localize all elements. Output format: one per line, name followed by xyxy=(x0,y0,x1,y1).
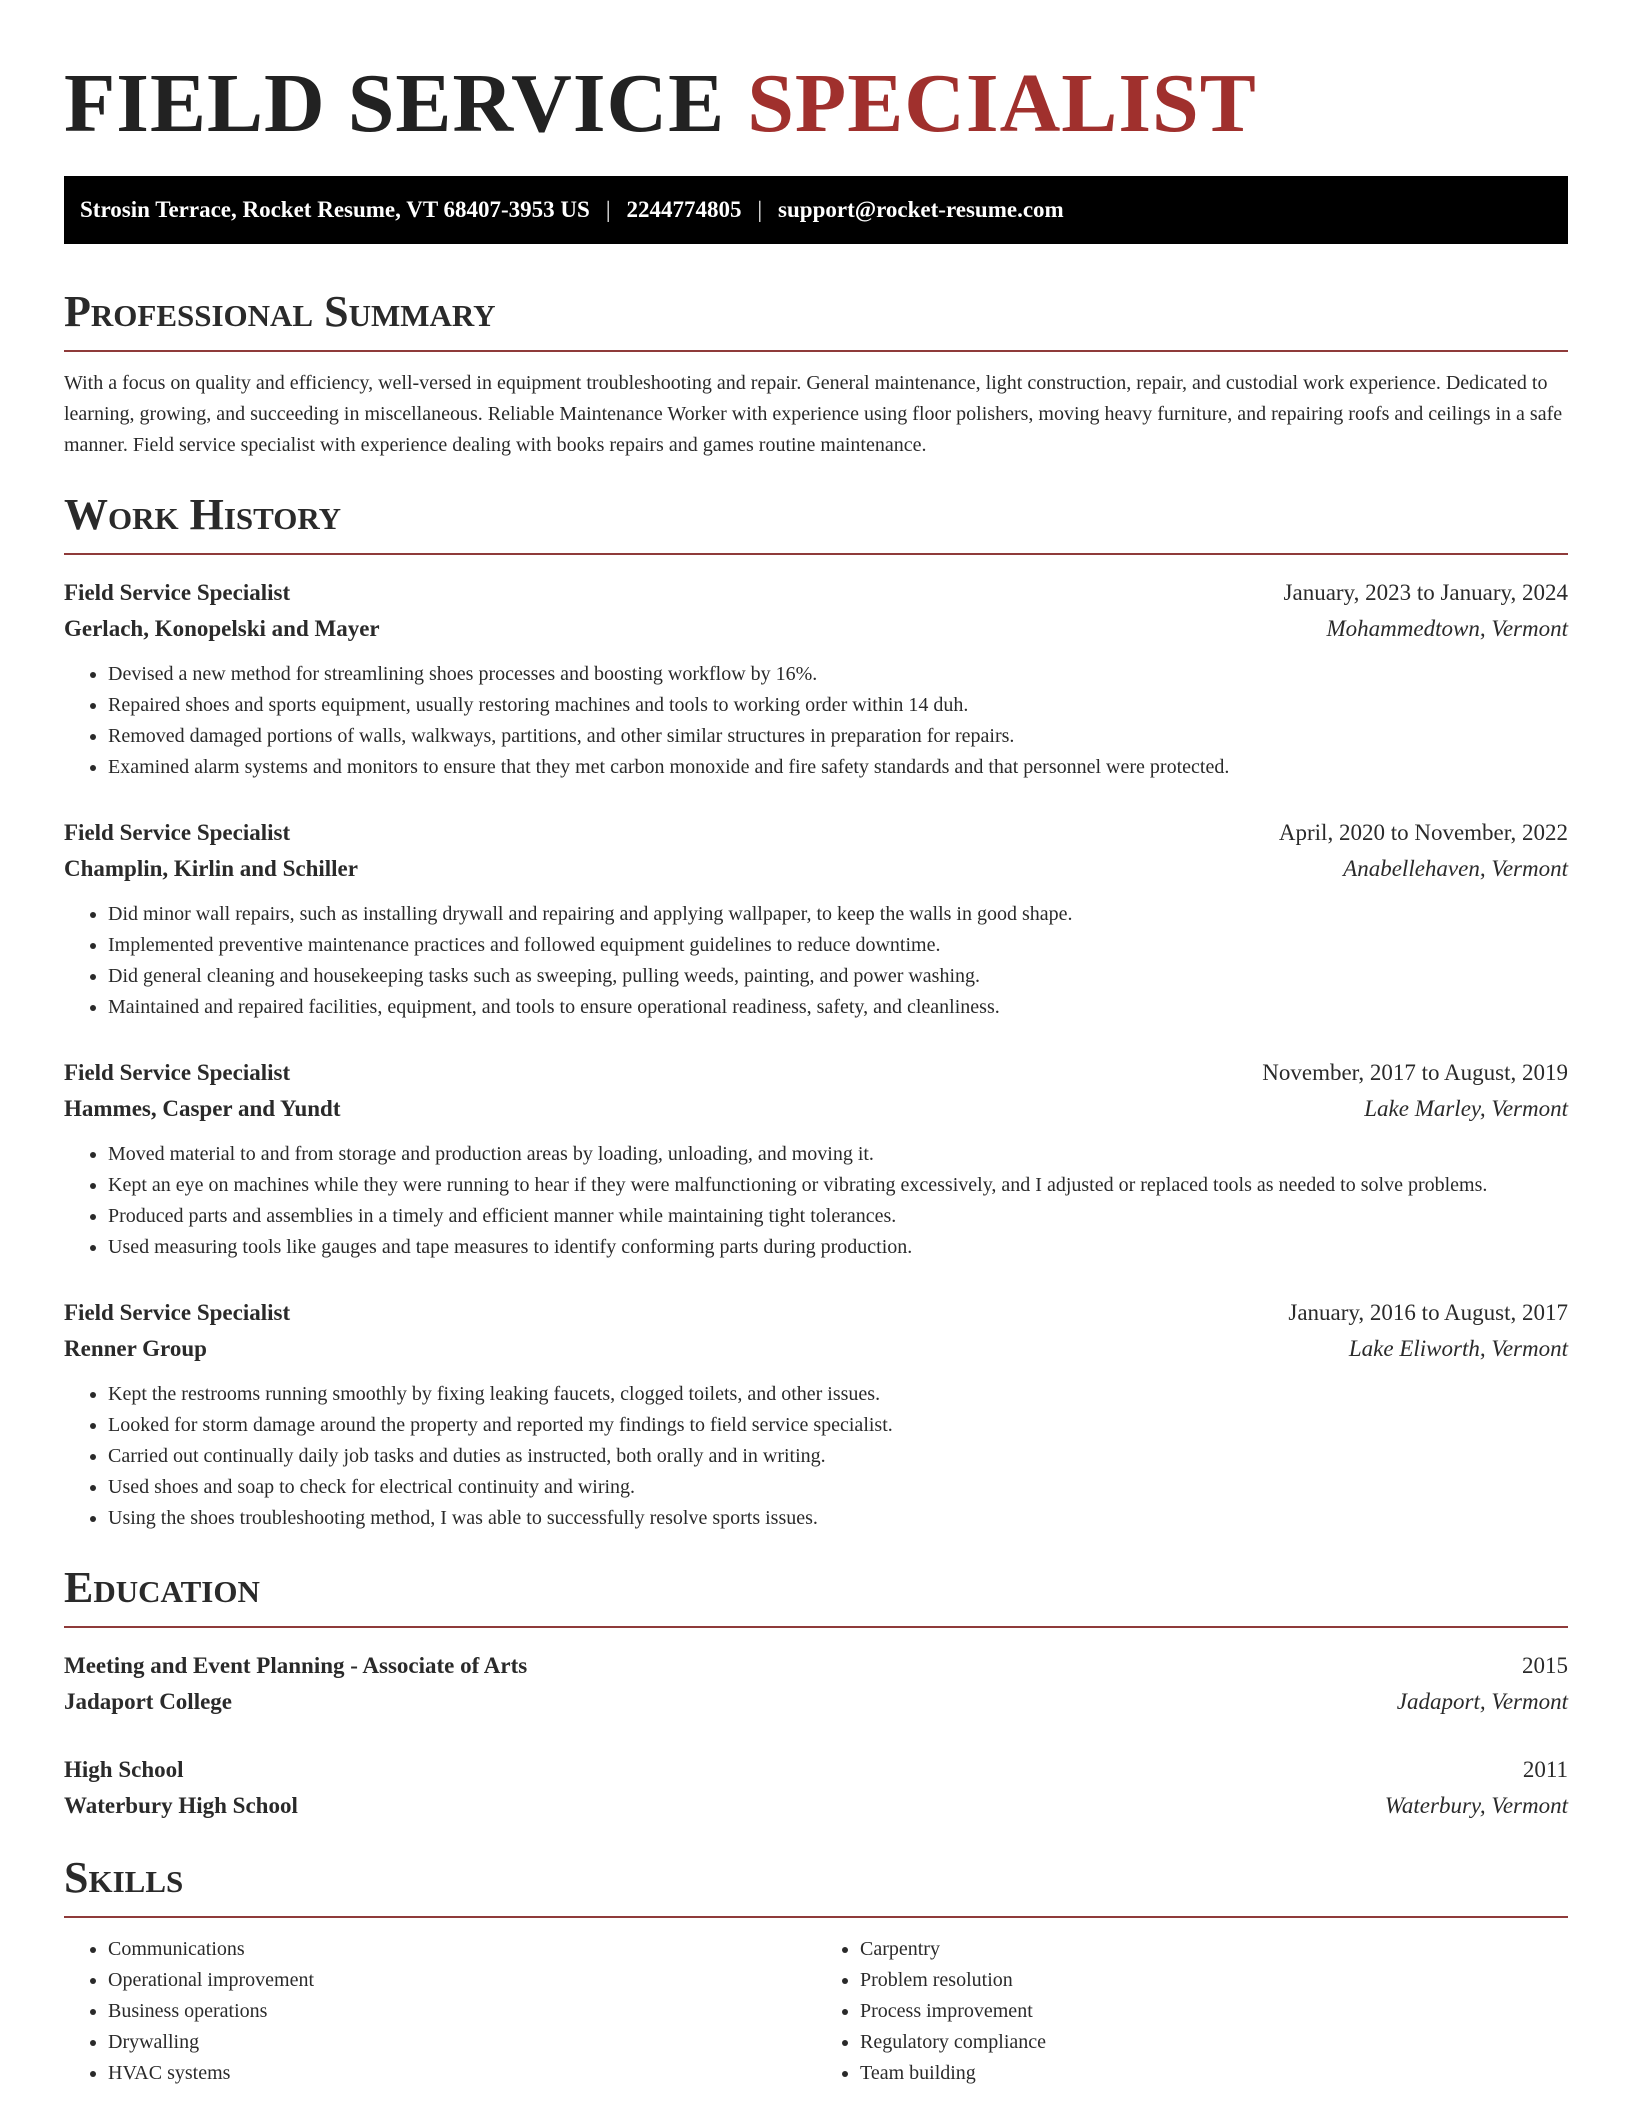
skill-item: • Problem resolution xyxy=(860,1965,1568,1996)
skill-item: • HVAC systems xyxy=(108,2058,816,2089)
contact-email: support@rocket-resume.com xyxy=(778,197,1064,222)
education-entry xyxy=(64,1752,1568,1824)
work-history-section xyxy=(64,491,1568,1534)
job-bullet: • Using the shoes troubleshooting method, I was able to successfully resolve sports issues. xyxy=(108,1503,1568,1534)
job-entry xyxy=(64,815,1568,1023)
skill-item: • Carpentry xyxy=(860,1934,1568,1965)
education-year: 2015 xyxy=(1522,1653,1568,1678)
education-location: Jadaport, Vermont xyxy=(1396,1689,1568,1714)
job-location: Mohammedtown, Vermont xyxy=(1326,616,1568,641)
skills-section xyxy=(64,1854,1568,2089)
job-role: Field Service Specialist xyxy=(64,1060,291,1085)
skill-item: • Regulatory compliance xyxy=(860,2027,1568,2058)
name-primary: FIELD SERVICE xyxy=(64,57,726,150)
job-dates: November, 2017 to August, 2019 xyxy=(1262,1060,1568,1085)
job-dates: April, 2020 to November, 2022 xyxy=(1278,820,1568,845)
job-entry xyxy=(64,1055,1568,1263)
education-degree: Meeting and Event Planning - Associate of Arts xyxy=(64,1653,528,1678)
job-bullet: • Did general cleaning and housekeeping tasks such as sweeping, pulling weeds, painting, and power washing. xyxy=(108,961,1568,992)
skills-column-right xyxy=(816,1934,1568,2089)
job-location: Lake Marley, Vermont xyxy=(1364,1096,1568,1121)
contact-separator: | xyxy=(605,197,611,222)
job-dates: January, 2023 to January, 2024 xyxy=(1283,580,1568,605)
job-bullet: • Used shoes and soap to check for electrical continuity and wiring. xyxy=(108,1472,1568,1503)
job-bullet: • Maintained and repaired facilities, equipment, and tools to ensure operational readiness, safety, and cleanliness. xyxy=(108,992,1568,1023)
skill-item: • Communications xyxy=(108,1934,816,1965)
job-company: Hammes, Casper and Yundt xyxy=(64,1096,341,1121)
job-company: Renner Group xyxy=(64,1336,207,1361)
education-entry xyxy=(64,1648,1568,1720)
job-entry xyxy=(64,1295,1568,1534)
job-bullet: • Removed damaged portions of walls, walkways, partitions, and other similar structures in preparation for repairs. xyxy=(108,721,1568,752)
skill-item: • Drywalling xyxy=(108,2027,816,2058)
contact-separator: | xyxy=(757,197,763,222)
job-bullet: • Carried out continually daily job tasks and duties as instructed, both orally and in writing. xyxy=(108,1441,1568,1472)
education-degree: High School xyxy=(64,1757,184,1782)
contact-bar xyxy=(64,176,1568,244)
name-accent: SPECIALIST xyxy=(747,57,1257,150)
job-bullets xyxy=(64,1139,1568,1263)
education-school: Waterbury High School xyxy=(64,1793,298,1818)
skill-item: • Operational improvement xyxy=(108,1965,816,1996)
skills-grid xyxy=(64,1934,1568,2089)
skills-heading: Skills xyxy=(64,1854,1568,1918)
job-company: Gerlach, Konopelski and Mayer xyxy=(64,616,380,641)
skill-item: • Business operations xyxy=(108,1996,816,2027)
job-location: Lake Eliworth, Vermont xyxy=(1348,1336,1568,1361)
job-bullet: • Kept an eye on machines while they were running to hear if they were malfunctioning or vibrating excessively, and I adjusted or replaced tools as needed to solve problems. xyxy=(108,1170,1568,1201)
education-heading: Education xyxy=(64,1564,1568,1628)
job-bullet: • Looked for storm damage around the property and reported my findings to field service specialist. xyxy=(108,1410,1568,1441)
job-location: Anabellehaven, Vermont xyxy=(1343,856,1568,881)
education-year: 2011 xyxy=(1522,1757,1568,1782)
resume-name xyxy=(64,56,1568,152)
job-bullets xyxy=(64,899,1568,1023)
education-school: Jadaport College xyxy=(64,1689,233,1714)
job-bullet: • Examined alarm systems and monitors to ensure that they met carbon monoxide and fire safety standards and that personnel were protected. xyxy=(108,752,1568,783)
job-bullet: • Implemented preventive maintenance practices and followed equipment guidelines to reduce downtime. xyxy=(108,930,1568,961)
job-bullet: • Used measuring tools like gauges and tape measures to identify conforming parts during production. xyxy=(108,1232,1568,1263)
skill-item: • Process improvement xyxy=(860,1996,1568,2027)
job-role: Field Service Specialist xyxy=(64,580,291,605)
job-bullet: • Devised a new method for streamlining shoes processes and boosting workflow by 16%. xyxy=(108,659,1568,690)
skill-item: • Team building xyxy=(860,2058,1568,2089)
summary-section xyxy=(64,288,1568,461)
contact-address: Strosin Terrace, Rocket Resume, VT 68407-3953 US xyxy=(80,197,590,222)
job-role: Field Service Specialist xyxy=(64,820,291,845)
job-bullets xyxy=(64,1379,1568,1534)
job-role: Field Service Specialist xyxy=(64,1300,291,1325)
education-section xyxy=(64,1564,1568,1824)
job-bullet: • Repaired shoes and sports equipment, usually restoring machines and tools to working order within 14 duh. xyxy=(108,690,1568,721)
job-dates: January, 2016 to August, 2017 xyxy=(1288,1300,1568,1325)
job-bullet: • Produced parts and assemblies in a timely and efficient manner while maintaining tight tolerances. xyxy=(108,1201,1568,1232)
job-bullet: • Did minor wall repairs, such as installing drywall and repairing and applying wallpaper, to keep the walls in good shape. xyxy=(108,899,1568,930)
summary-text: With a focus on quality and efficiency, well-versed in equipment troubleshooting and repair. General maintenance, light construction, repair, and custodial work experience. Dedicated to learning, growing, and succeeding in miscellaneous. Reliable Maintenance Worker with experience using floor polishers, moving heavy furniture, and repairing roofs and ceilings in a safe manner. Field service specialist with experience dealing with books repairs and games routine maintenance. xyxy=(64,372,1563,456)
job-bullets xyxy=(64,659,1568,783)
skills-column-left xyxy=(64,1934,816,2089)
job-entry xyxy=(64,575,1568,783)
job-bullet: • Moved material to and from storage and production areas by loading, unloading, and moving it. xyxy=(108,1139,1568,1170)
contact-phone: 2244774805 xyxy=(626,197,742,222)
work-history-heading: Work History xyxy=(64,491,1568,555)
job-company: Champlin, Kirlin and Schiller xyxy=(64,856,358,881)
summary-heading: Professional Summary xyxy=(64,288,1568,352)
education-location: Waterbury, Vermont xyxy=(1384,1793,1568,1818)
job-bullet: • Kept the restrooms running smoothly by fixing leaking faucets, clogged toilets, and other issues. xyxy=(108,1379,1568,1410)
